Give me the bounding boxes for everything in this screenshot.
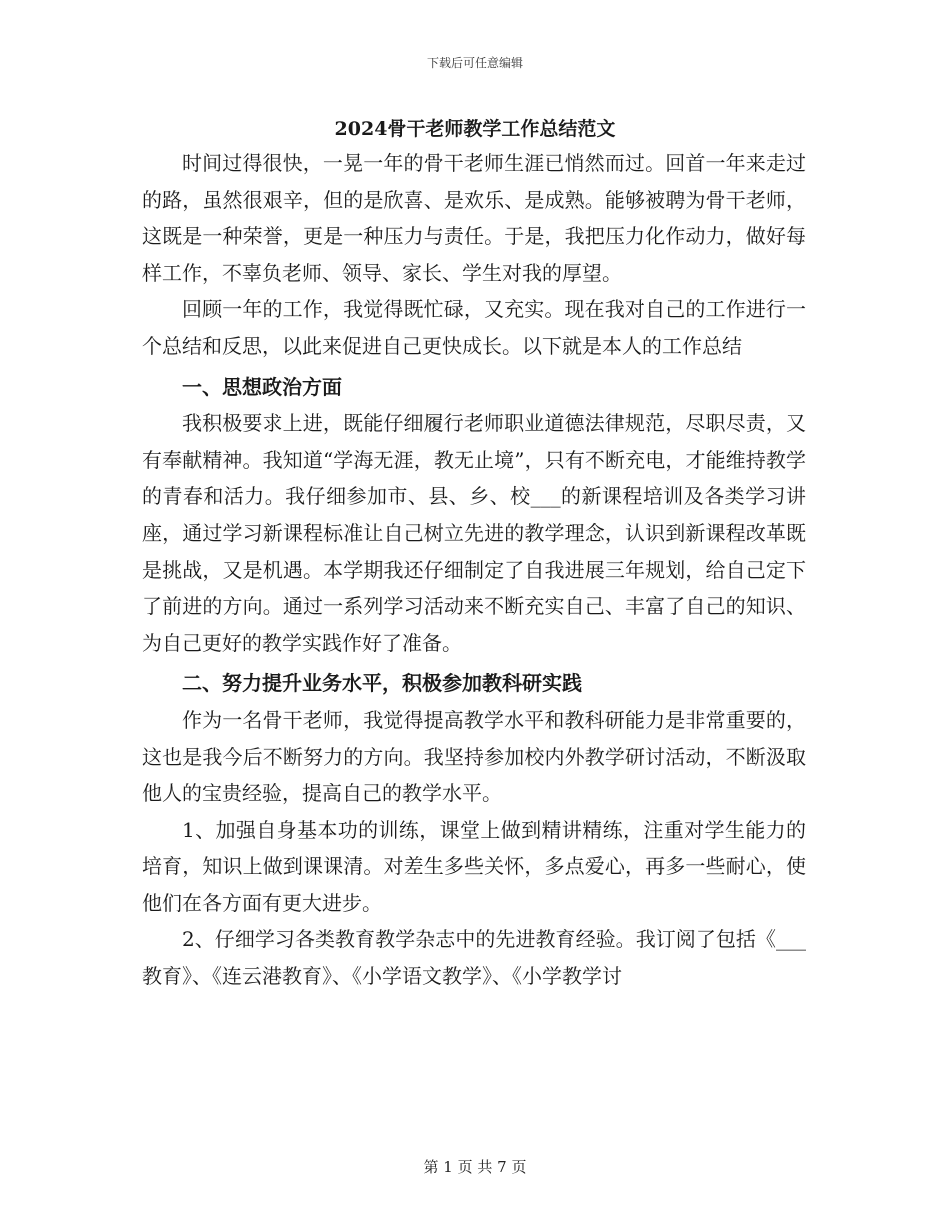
document-title: 2024骨干老师教学工作总结范文 [334, 118, 616, 140]
section-heading-professional: 二、努力提升业务水平，积极参加教科研实践 [182, 671, 582, 696]
section-heading-politics: 一、思想政治方面 [182, 374, 342, 399]
paragraph-politics: 我积极要求上进，既能仔细履行老师职业道德法律规范，尽职尽责，又有奉献精神。我知道“学海无涯，教无止境”，只有不断充电，才能维持教学的青春和活力。我仔细参加市、县、乡、校___的新课程培训及各类学习讲座，通过学习新课程标准让自己树立先进的教学理念，认识到新课程改革既是挑战，又是机遇。本学期我还仔细制定了自我进展三年规划，给自己定下了前进的方向。通过一系列学习活动来不断充实自己、丰富了自己的知识、为自己更好的教学实践作好了准备。 [142, 411, 806, 655]
paragraph-intro: 时间过得很快，一晃一年的骨干老师生涯已悄然而过。回首一年来走过的路，虽然很艰辛，但的是欣喜、是欢乐、是成熟。能够被聘为骨干老师，这既是一种荣誉，更是一种压力与责任。于是，我把压力化作动力，做好每样工作，不辜负老师、领导、家长、学生对我的厚望。 [142, 151, 806, 285]
page-number: 第 1 页 共 7 页 [423, 1158, 527, 1176]
paragraph-item-2: 2、仔细学习各类教育教学杂志中的先进教育经验。我订阅了包括《___教育》、《连云港教育》、《小学语文教学》、《小学教学讨 [142, 927, 806, 989]
paragraph-review: 回顾一年的工作，我觉得既忙碌，又充实。现在我对自己的工作进行一个总结和反思，以此来促进自己更快成长。以下就是本人的工作总结 [142, 297, 806, 358]
paragraph-item-1: 1、加强自身基本功的训练，课堂上做到精讲精练，注重对学生能力的培育，知识上做到课课清。对差生多些关怀，多点爱心，再多一些耐心，使他们在各方面有更大进步。 [142, 817, 806, 915]
page-header-note: 下载后可任意编辑 [426, 56, 523, 70]
document-body [142, 145, 806, 995]
paragraph-professional: 作为一名骨干老师，我觉得提高教学水平和教科研能力是非常重要的，这也是我今后不断努力的方向。我坚持参加校内外教学研讨活动，不断汲取他人的宝贵经验，提高自己的教学水平。 [142, 707, 806, 806]
